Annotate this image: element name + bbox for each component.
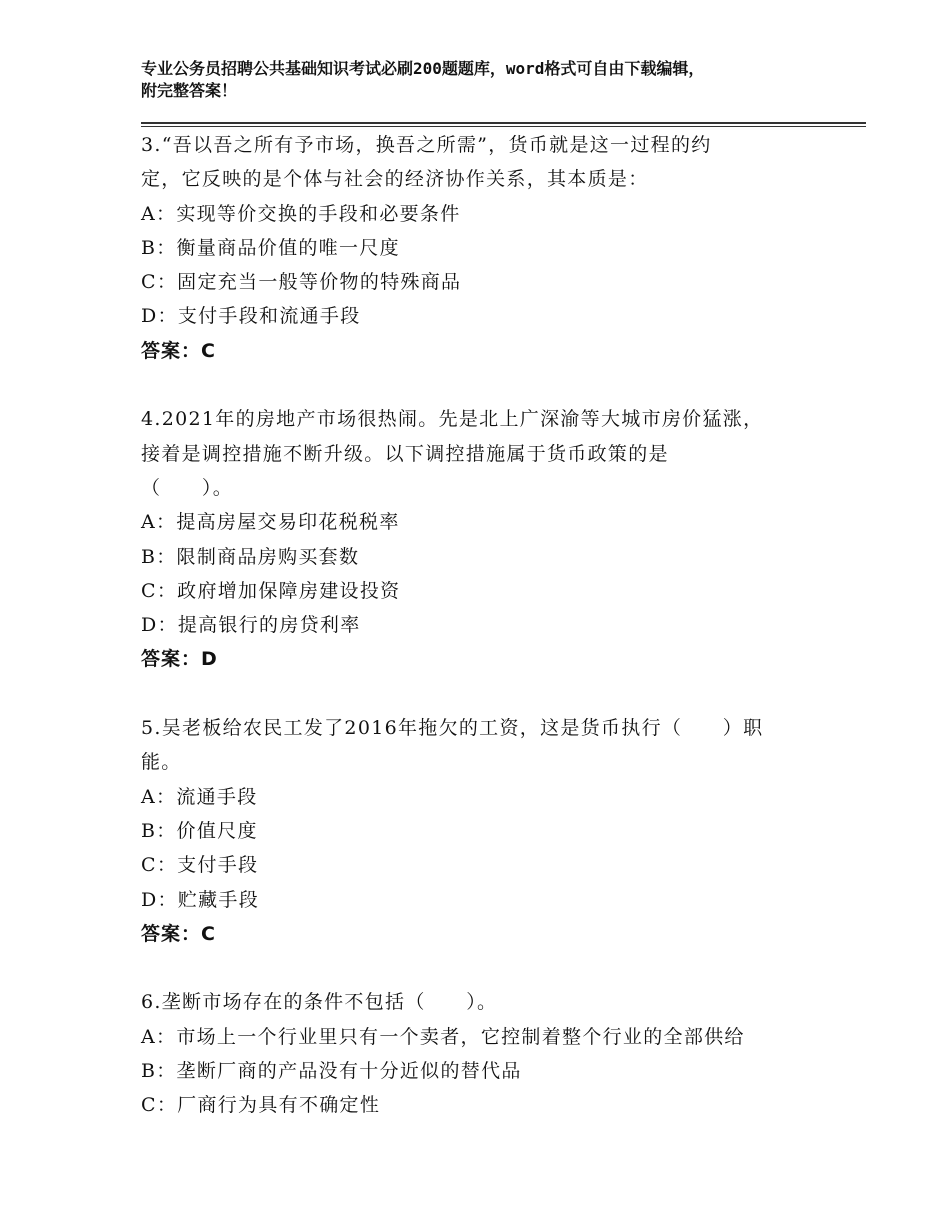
option-b: B：限制商品房购买套数	[141, 545, 360, 568]
spacer	[141, 677, 841, 711]
question-text-line: 6.垄断市场存在的条件不包括（ ）。	[141, 991, 498, 1014]
question-text-line: 能。	[141, 751, 182, 774]
option-c: C：厂商行为具有不确定性	[141, 1094, 381, 1117]
question-text-line: （ ）。	[141, 476, 234, 499]
answer-label: 答案：D	[141, 648, 218, 671]
question-text-line: 定，它反映的是个体与社会的经济协作关系，其本质是：	[141, 168, 649, 191]
question-6	[141, 985, 841, 1122]
spacer	[141, 368, 841, 402]
option-c: C：政府增加保障房建设投资	[141, 579, 401, 602]
header-rule-thin	[141, 126, 866, 127]
question-text-line: 3.“吾以吾之所有予市场，换吾之所需”，货币就是这一过程的约	[141, 134, 712, 156]
question-4	[141, 402, 841, 676]
option-a: A：实现等价交换的手段和必要条件	[141, 202, 461, 225]
option-d: D：贮藏手段	[141, 888, 260, 911]
document-header	[141, 58, 841, 102]
option-c: C：固定充当一般等价物的特殊商品	[141, 271, 462, 294]
option-a: A：流通手段	[141, 785, 258, 808]
spacer	[141, 951, 841, 985]
option-b: B：价值尺度	[141, 819, 258, 842]
question-5	[141, 711, 841, 951]
question-text-line: 5.吴老板给农民工发了2016年拖欠的工资，这是货币执行（ ）职	[141, 717, 764, 740]
header-rule-thick	[141, 122, 866, 124]
option-a: A：提高房屋交易印花税税率	[141, 511, 400, 534]
answer-label: 答案：C	[141, 922, 216, 945]
option-b: B：衡量商品价值的唯一尺度	[141, 236, 400, 259]
option-c: C：支付手段	[141, 854, 259, 877]
option-b: B：垄断厂商的产品没有十分近似的替代品	[141, 1060, 522, 1083]
option-d: D：支付手段和流通手段	[141, 305, 361, 328]
option-d: D：提高银行的房贷利率	[141, 614, 361, 637]
question-3	[141, 128, 841, 368]
question-text-line: 接着是调控措施不断升级。以下调控措施属于货币政策的是	[141, 442, 669, 465]
header-line-2: 附完整答案！	[141, 81, 238, 100]
answer-label: 答案：C	[141, 339, 216, 362]
question-text-line: 4.2021年的房地产市场很热闹。先是北上广深渝等大城市房价猛涨，	[141, 408, 764, 431]
option-a: A：市场上一个行业里只有一个卖者，它控制着整个行业的全部供给	[141, 1025, 745, 1048]
header-line-1: 专业公务员招聘公共基础知识考试必刷200题题库，word格式可自由下载编辑，	[141, 59, 705, 78]
question-list	[141, 128, 841, 1123]
